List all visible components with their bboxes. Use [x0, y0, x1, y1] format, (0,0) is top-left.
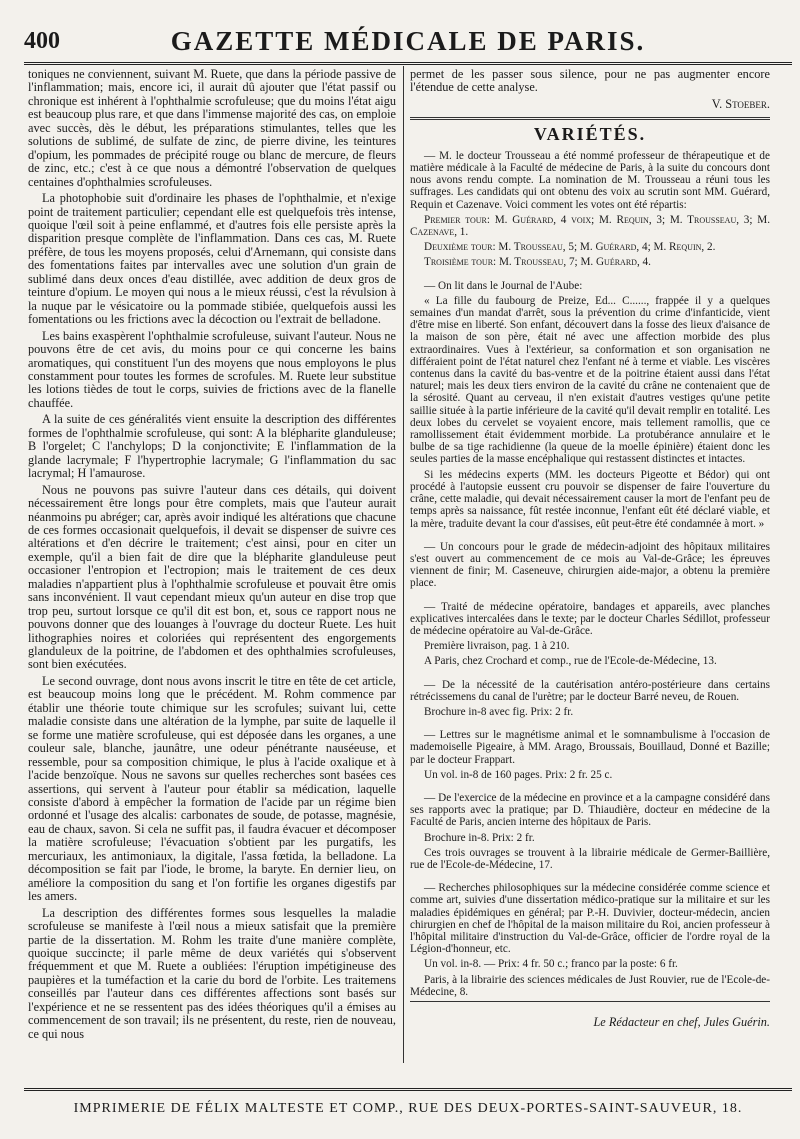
- book-detail: Un vol. in-8. — Prix: 4 fr. 50 c.; franco par la poste: 6 fr.: [424, 958, 678, 971]
- book-detail: Brochure in-8. Prix: 2 fr.: [424, 831, 535, 844]
- news-item: — On lit dans le Journal de l'Aube:: [424, 279, 583, 292]
- news-item: — Un concours pour le grade de médecin-adjoint des hôpitaux militaires s'est ouvert au commencement de ce mois au Val-de-Grâce; les épreuves viennent de finir; M. Caseneuve, chirurgien aide-major, a obtenu la première place.: [410, 540, 770, 590]
- book-detail: Ces trois ouvrages se trouvent à la librairie médicale de Germer-Baillière, rue de l'Ecole-de-Médecine, 17.: [410, 846, 770, 871]
- vote-round: Premier tour: M. Guérard, 4 voix; M. Requin, 3; M. Trousseau, 3; M. Cazenave, 1.: [410, 213, 770, 239]
- news-items: [410, 150, 770, 998]
- vote-round: Deuxième tour: M. Trousseau, 5; M. Guérard, 4; M. Requin, 2.: [424, 241, 716, 254]
- printer-imprint: IMPRIMERIE DE FÉLIX MALTESTE ET COMP., RUE DES DEUX-PORTES-SAINT-SAUVEUR, 18.: [73, 1101, 743, 1116]
- book-detail: Un vol. in-8 de 160 pages. Prix: 2 fr. 25 c.: [424, 768, 613, 781]
- news-item: — M. le docteur Trousseau a été nommé professeur de thérapeutique et de matière médicale à la Faculté de médecine de Paris, à la suite du concours dont nous avons rendu compte. La nomination de M. Trousseau a réuni tous les suffrages. Les candidats qui ont obtenu des voix au scrutin sont MM. Guérard, Requin et Cazenave. Voici comment les votes ont été répartis:: [410, 149, 770, 211]
- section-rule: [410, 117, 770, 120]
- paragraph: toniques ne conviennent, suivant M. Ruete, que dans la période passive de l'inflammation; mais, encore ici, il aurait dû ajouter que l'état passif ou chronique est inhérent à l'ophthalmie scrofuleuse; que du moins l'état aigu est beaucoup plus rare, et que dans l'immense majorité des cas, on emploie avec succès, dès le début, les préparations stimulantes, telles que les solutions de sublimé, de sulfate de zinc, de pierre divine, les teintures d'opium, les pommades de précipité rouge ou blanc de mercure, de fleurs de zinc, etc.; c'est à ce que nous a démontré l'observation de quelques centaines d'ophthalmies scrofuleuses.: [28, 68, 396, 189]
- column-divider: [403, 66, 404, 1063]
- book-notice: — Recherches philosophiques sur la médecine considérée comme science et comme art, suivies d'une dissertation médico-pratique sur la militaire et sur les maladies épidémiques en général; par P.-H. Duvivier, docteur-médecin, ancien chirurgien en chef de l'hôpital de la maison militaire du Roi, ancien professeur à l'hôpital militaire d'instruction du Val-de-Grâce, officier de l'ordre royal de la Légion-d'honneur, etc.: [410, 882, 770, 956]
- left-column: [28, 68, 396, 1063]
- paragraph: A la suite de ces généralités vient ensuite la description des différentes formes de l'ophthalmie scrofuleuse, qui sont: A la blépharite glanduleuse; B l'orgelet; C l'anchylops; D la conjonctivite; E l'inflammation de la glande lacrymale; F l'hypertrophie lacrymale; G l'inflammation du sac lacrymal; H l'amaurose.: [28, 412, 396, 481]
- paragraph: Le second ouvrage, dont nous avons inscrit le titre en tête de cet article, est beaucoup moins long que le précédent. M. Rohm commence par établir une théorie toute chimique sur les scrofules; suivant lui, cette maladie consiste dans une altération de la lymphe, par suite de laquelle il se forme une matière scrofuleuse, qui est déposée dans les organes, a une couleur sale, blanche, jaunâtre, une odeur pénétrante nauséeuse, et ressemble, pour sa composition chimique, le plus à l'acide oxalique et à l'acide benzoïque. Nous ne savons sur quelles recherches sont basées ces assertions, qui servent à l'auteur pour établir sa médication, laquelle consiste d'abord à empêcher la formation de l'acide par un régime bien ordonné et l'usage des alcalis: carbonates de soude, de potasse, magnésie, eau de chaux, savon. Si cela ne suffit pas, il faudra évacuer et décomposer la matière scrofuleuse; l'évacuation s'obtient par les purgatifs, les mercuriaux, les antimoniaux, la digitale, l'assa fœtida, la belladone. La décomposition se fait par l'iode, le brome, la baryte. En dernier lieu, on améliore la composition du sang et l'on fortifie les organes digestifs par les amers.: [28, 673, 396, 904]
- book-notice: — Lettres sur le magnétisme animal et le somnambulisme à l'occasion de mademoiselle Pigeaire, à MM. Arago, Broussais, Bouillaud, Donné et Bazille; par le docteur Frappart.: [410, 729, 770, 766]
- editor-signature: Le Rédacteur en chef, Jules Guérin.: [593, 1015, 770, 1029]
- footer-rule: [24, 1088, 792, 1091]
- right-column: [410, 68, 770, 1063]
- paragraph: La description des différentes formes sous lesquelles la maladie scrofuleuse se manifeste à l'œil nous a mieux satisfait que la première partie de la dissertation. M. Rohm les traite d'une manière complète, quoique succincte; il parle même de deux variétés qui s'observent fréquemment et que M. Ruete a oubliées: l'éruption impétigineuse des paupières et la tuméfaction et la carie du bord de l'orbite. Les traitemens conseillés par l'auteur dans ces différentes affections sont basés sur l'expérience et ne se ressentent pas des idées théoriques qu'il a émises au commencement de son travail; ils ne présentent, du reste, rien de nouveau, ce qui nous: [28, 905, 396, 1041]
- paragraph: permet de les passer sous silence, pour ne pas augmenter encore l'étendue de cette analyse.: [410, 68, 770, 95]
- news-item: « La fille du faubourg de Preize, Ed... C......, frappée il y a quelques semaines d'un mandat d'arrêt, sous la prévention du crime d'infanticide, vient d'être mise en liberté. Son enfant, découvert dans la fosse des lieux d'aisance de la maison de son père, était né avec une affection morbide des plus extraordinaires. Vues à l'extérieur, sa conformation et son organisation ne différaient point de l'état naturel chez l'enfant né à terme et viable. Les viscères contenus dans la cavité du bas-ventre et de la poitrine étaient aussi dans l'état naturel; mais les deux tiers environ de la cavité du crâne ne contenaient que de la sérosité. Quant au cerveau, il n'en existait d'autres vestiges qu'une petite saillie située à la partie inférieure de la cavité qu'il devait remplir en totalité. Les deux lobes du cervelet se voyaient encore, mais tellement ramollis, que ce ramollissement était évidemment morbide. La protubérance annulaire et le bulbe de sa tige rachidienne (la queue de la moelle épinière) étaient donc les seules parties de la masse encéphalique qui restassent distinctes et intactes.: [410, 294, 770, 466]
- book-detail: Première livraison, pag. 1 à 210.: [424, 640, 570, 653]
- paragraph: Nous ne pouvons pas suivre l'auteur dans ces détails, qui doivent nécessairement être longs pour être complets, mais que l'auteur aurait néanmoins pu abréger; car, après avoir indiqué les altérations que chacune de ces formes occasionait quelquefois, il devait se dispenser de suivre ces altérations et d'en décrire le traitement; c'est ainsi, pour en citer un exemple, qu'il a bien fait de dire que la blépharite glanduleuse peut occasioner l'entropion et l'ectropion; mais le traitement de ces deux maladies n'appartient plus à l'ophthalmie scrofuleuse et pouvait être omis sans inconvénient. Il vaut cependant mieux qu'un auteur en dise trop que trop peu, surtout lorsque ce qu'il dit est bon, et, sous ce rapport nous ne pouvons donner que des louanges à l'ouvrage du docteur Ruete. Les huit lithographies noires et coloriées qui représentent des engorgements glanduleux de la poitrine, de l'abdomen et des ophthalmies scrofuleuses, sont bien exécutées.: [28, 482, 396, 672]
- news-item: Si les médecins experts (MM. les docteurs Pigeotte et Bédor) qui ont procédé à l'autopsie eussent cru pouvoir se dispenser de faire l'ouverture du crâne, cette maladie, qui devait nécessairement causer la mort de l'enfant peu de temps après sa naissance, fût restée inconnue, l'enfant eût été déclaré viable, et la mère, traduite devant la cour d'assises, eût peut-être été condamnée à mort. »: [410, 468, 770, 530]
- book-detail: Paris, à la librairie des sciences médicales de Just Rouvier, rue de l'Ecole-de-Médecine, 8.: [410, 973, 770, 998]
- page-number: 400: [24, 28, 60, 54]
- book-notice: — Traité de médecine opératoire, bandages et appareils, avec planches explicatives intercalées dans le texte; par le docteur Charles Sédillot, professeur de médecine opératoire au Val-de-Grâce.: [410, 600, 770, 637]
- book-detail: A Paris, chez Crochard et comp., rue de l'Ecole-de-Médecine, 13.: [424, 655, 717, 668]
- section-title: VARIÉTÉS.: [533, 124, 647, 145]
- book-detail: Brochure in-8 avec fig. Prix: 2 fr.: [424, 705, 574, 718]
- paragraph: La photophobie suit d'ordinaire les phases de l'ophthalmie, et n'exige point de traitement particulier; cependant elle est quelquefois très intense, quoique l'œil soit à peine enflammé, et d'autres fois elle persiste après la disparition presque complète de l'inflammation. Dans ces cas, M. Ruete préfère, de tous les moyens proposés, celui d'Arnemann, qui consiste dans des fomentations faites par intervalles avec une solution d'un grain de sublimé dans deux onces d'eau distillée, avec addition de deux gros de teinture d'opium. Le moyen qui nous a le mieux réussi, c'est la révulsion à la nuque par le vésicatoire ou la pommade stibiée, quelquefois aussi les fomentations ou les frictions avec la décoction ou l'extrait de belladone.: [28, 191, 396, 327]
- vote-round: Troisième tour: M. Trousseau, 7; M. Guérard, 4.: [424, 256, 651, 269]
- closing-rule: [410, 1001, 770, 1002]
- newspaper-title: GAZETTE MÉDICALE DE PARIS.: [170, 26, 646, 56]
- header-rule: [24, 62, 792, 65]
- author-signature: V. Stoeber.: [711, 96, 770, 111]
- book-notice: — De l'exercice de la médecine en province et a la campagne considéré dans ses rapports avec la pratique; par D. Thiaudière, docteur en médecine de la Faculté de Paris, ancien interne des hôpitaux de Paris.: [410, 791, 770, 829]
- masthead: [24, 14, 792, 64]
- paragraph: Les bains exaspèrent l'ophthalmie scrofuleuse, suivant l'auteur. Nous ne pouvons être de cet avis, du moins pour ce qui concerne les bains aromatiques, qui constituent l'un des moyens que nous employons le plus constamment pour toutes les formes de scrofules. M. Ruete leur substitue les lotions tièdes de tout le corps, suivies de frictions avec de la flanelle chauffée.: [28, 328, 396, 410]
- book-notice: — De la nécessité de la cautérisation antéro-postérieure dans certains rétrécissemens du canal de l'urètre; par le docteur Barré neveu, de Rouen.: [410, 678, 770, 703]
